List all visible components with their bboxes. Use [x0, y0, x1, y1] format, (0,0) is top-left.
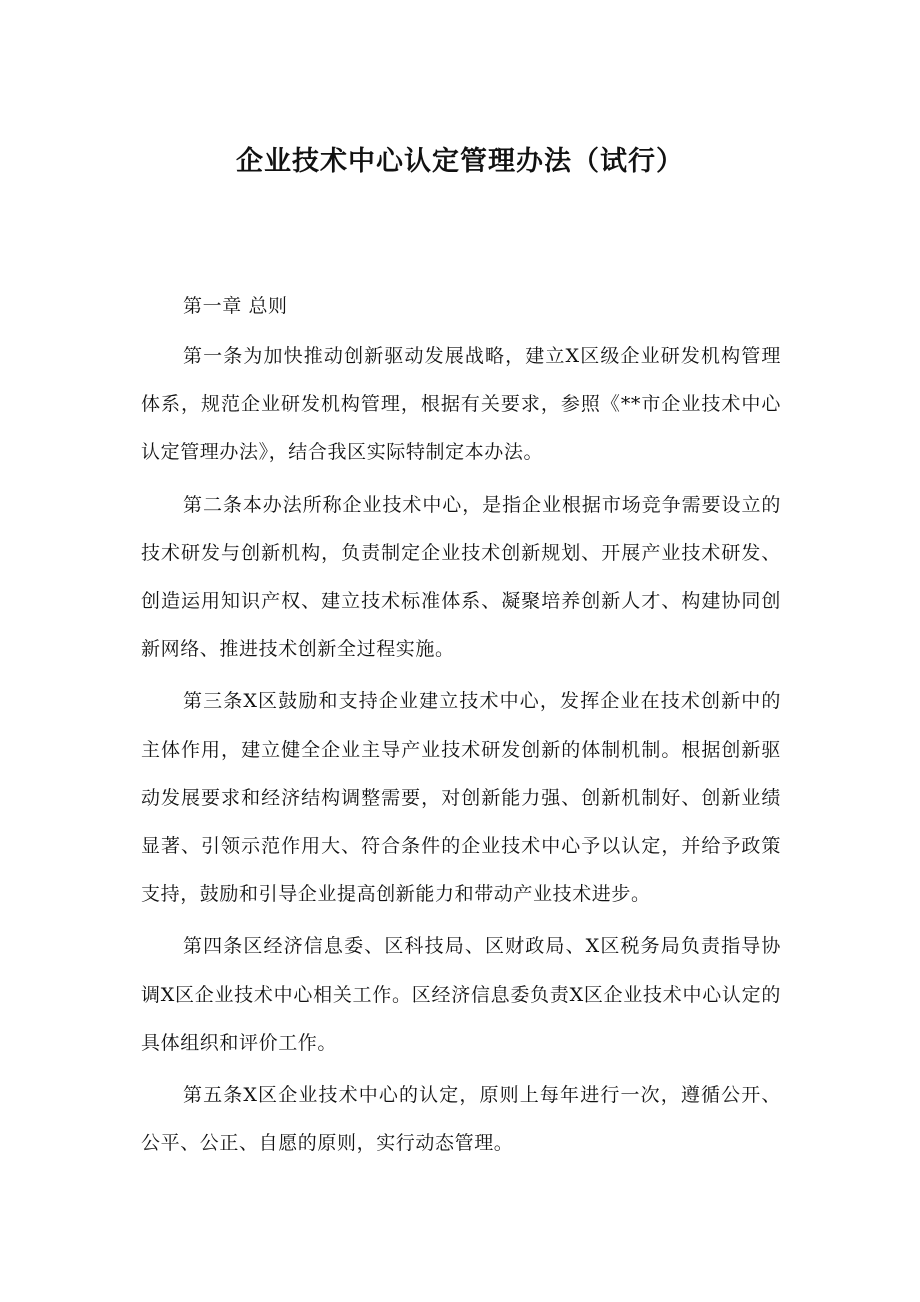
document-body [141, 284, 781, 1167]
article-2: 第二条本办法所称企业技术中心，是指企业根据市场竞争需要设立的技术研发与创新机构，负责制定企业技术创新规划、开展产业技术研发、创造运用知识产权、建立技术标准体系、凝聚培养创新人才、构建协同创新网络、推进技术创新全过程实施。 [141, 493, 781, 661]
article-4: 第四条区经济信息委、区科技局、区财政局、X区税务局负责指导协调X区企业技术中心相关工作。区经济信息委负责X区企业技术中心认定的具体组织和评价工作。 [141, 935, 781, 1054]
document-title: 企业技术中心认定管理办法（试行） [236, 146, 684, 177]
article-3: 第三条X区鼓励和支持企业建立技术中心，发挥企业在技术创新中的主体作用，建立健全企业主导产业技术研发创新的体制机制。根据创新驱动发展要求和经济结构调整需要，对创新能力强、创新机制好、创新业绩显著、引领示范作用大、符合条件的企业技术中心予以认定，并给予政策支持，鼓励和引导企业提高创新能力和带动产业技术进步。 [141, 690, 781, 906]
article-1: 第一条为加快推动创新驱动发展战略，建立X区级企业研发机构管理体系，规范企业研发机构管理，根据有关要求，参照《**市企业技术中心认定管理办法》，结合我区实际特制定本办法。 [141, 345, 781, 464]
article-5: 第五条X区企业技术中心的认定，原则上每年进行一次，遵循公开、公平、公正、自愿的原则，实行动态管理。 [141, 1084, 781, 1155]
chapter-heading: 第一章 总则 [183, 295, 288, 317]
